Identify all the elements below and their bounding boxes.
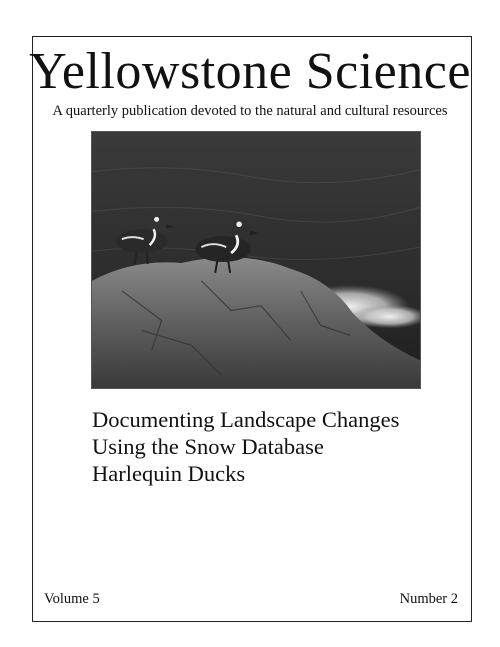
headline-landscape-changes: Documenting Landscape Changes [92,407,400,432]
headline-harlequin-ducks: Harlequin Ducks [92,461,246,486]
volume-label: Volume 5 [44,591,100,607]
magazine-subtitle: A quarterly publication devoted to the natural and cultural resources [52,103,448,119]
cover-headlines [92,406,462,487]
cover-photo-harlequin-ducks [91,131,421,389]
magazine-title: Yellowstone Science [29,43,471,100]
headline-snow-database: Using the Snow Database [92,434,324,459]
cover-photo-illustration [92,132,420,388]
issue-number-label: Number 2 [399,591,458,607]
